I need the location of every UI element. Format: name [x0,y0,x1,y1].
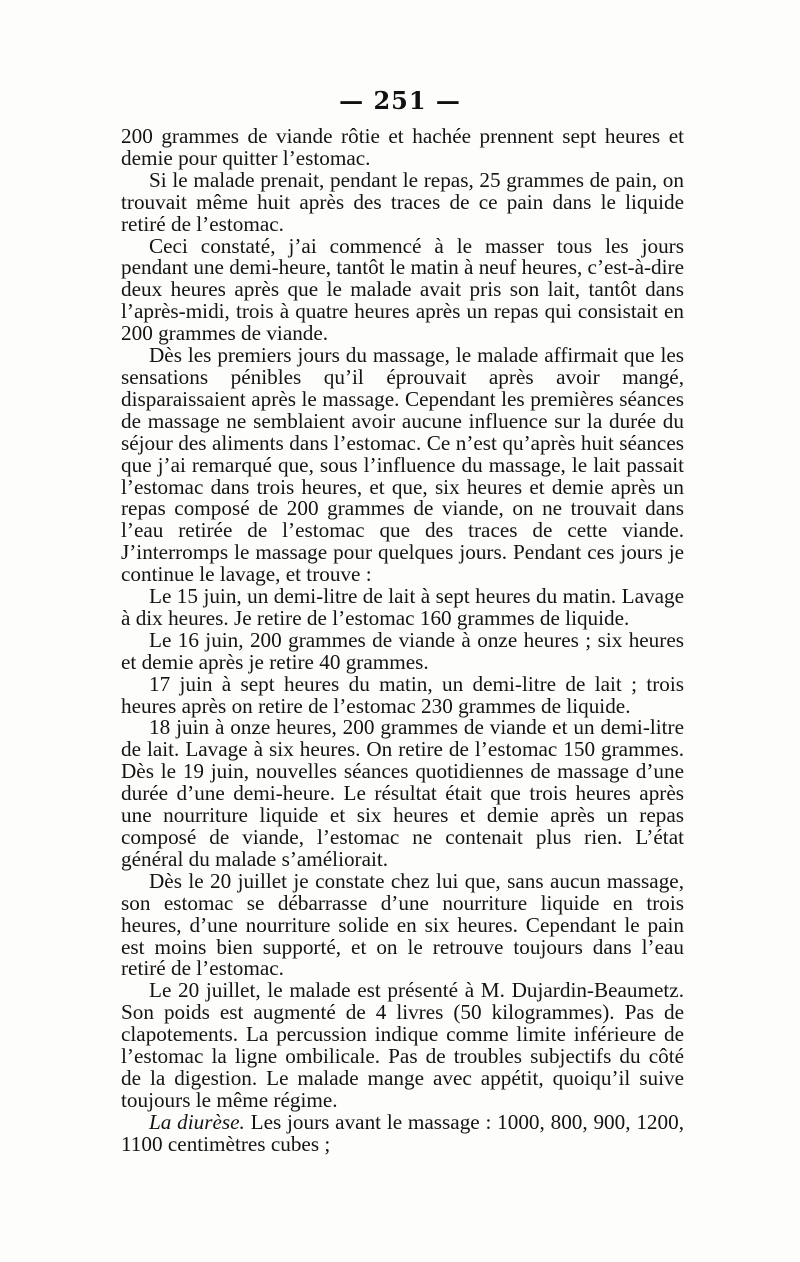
diurese-text: Les jours avant le massage : 1000, 800, 900, 1200, 1100 centimètres cubes ; [121,1109,685,1156]
paragraph: Ceci constaté, j’ai commencé à le masser tous les jours pendant une demi-heure, tantôt le matin à neuf heures, c’est-à-dire deux heures après que le malade avait pris son lait, tantôt dans l’après-midi, trois à quatre heures après un repas qui consistait en 200 grammes de viande. [121,233,684,346]
paragraph: 17 juin à sept heures du matin, un demi-litre de lait ; trois heures après on retire de l’estomac 230 grammes de liquide. [121,671,684,718]
paragraph: Le 15 juin, un demi-litre de lait à sept heures du matin. Lavage à dix heures. Je retire de l’estomac 160 grammes de liquide. [121,584,684,630]
paragraph: Le 16 juin, 200 grammes de viande à onze heures ; six heures et demie après je retire 40 grammes. [121,627,684,674]
paragraph: Dès le 20 juillet je constate chez lui que, sans aucun massage, son estomac se débarrasse d’une nourriture liquide en trois heures, d’une nourriture solide en six heures. Cependant le pain est moins bien supporté, et on le retrouve toujours dans l’eau retiré de l’estomac. [121,868,684,981]
paragraph: 200 grammes de viande rôtie et hachée prennent sept heures et demie pour quitter l’estomac. [121,124,684,170]
diurese-heading: La diurèse. [149,1109,245,1134]
page-number: — 251 — [339,86,461,115]
paragraph: Dès les premiers jours du massage, le malade affirmait que les sensations pénibles qu’il éprouvait après avoir mangé, disparaissaient après le massage. Cependant les premières séances de massage ne semblaient avoir aucune influence sur la durée du séjour des aliments dans l’estomac. Ce n’est qu’après huit séances que j’ai remarqué que, sous l’influence du massage, le lait passait l’estomac dans trois heures, et que, six heures et demie après un repas composé de 200 grammes de viande, on ne trouvait dans l’eau retirée de l’estomac que des traces de cette viande. J’interromps le massage pour quelques jours. Pendant ces jours je continue le lavage, et trouve : [121,343,684,587]
paragraph: 18 juin à onze heures, 200 grammes de viande et un demi-litre de lait. Lavage à six heures. On retire de l’estomac 150 grammes. Dès le 19 juin, nouvelles séances quotidiennes de massage d’une durée d’une demi-heure. Le résultat était que trois heures après une nourriture liquide et six heures et demie après un repas composé de viande, l’estomac ne contenait plus rien. L’état général du malade s’améliorait. [121,715,684,871]
paragraph: Si le malade prenait, pendant le repas, 25 grammes de pain, on trouvait même huit après des traces de ce pain dans le liquide retiré de l’estomac. [121,167,684,236]
paragraph: Le 20 juillet, le malade est présenté à M. Dujardin-Beaumetz. Son poids est augmenté de 4 livres (50 kilogrammes). Pas de clapotements. La percussion indique comme limite inférieure de l’estomac la ligne ombilicale. Pas de troubles subjectifs du côté de la digestion. Le malade mange avec appétit, quoiqu’il suive toujours le même régime. [121,978,684,1112]
paragraph-diurese [121,1109,685,1156]
page-body [121,126,684,1156]
